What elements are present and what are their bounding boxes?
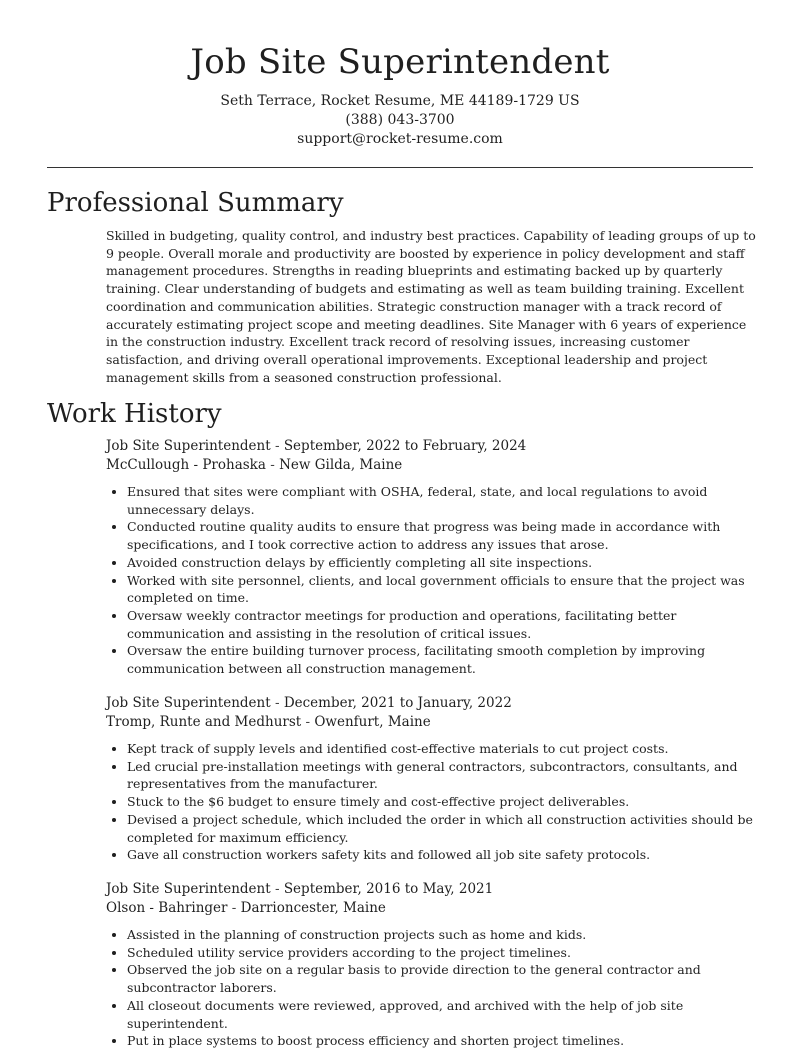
job-bullet: • Put in place systems to boost process efficiency and shorten project timelines. [127,1032,756,1050]
job-bullet: • Oversaw weekly contractor meetings for production and operations, facilitating better communication and assisting in the resolution of critical issues. [127,607,756,642]
job-entry [106,694,756,864]
job-bullet: • Devised a project schedule, which included the order in which all construction activities should be completed for maximum efficiency. [127,811,756,846]
job-role: Job Site Superintendent [106,881,271,897]
job-title-line [106,437,756,456]
job-company: Tromp, Runte and Medhurst [106,714,302,730]
separator: - [265,457,280,473]
job-bullet: • Worked with site personnel, clients, and local government officials to ensure that the project was completed on time. [127,572,756,607]
job-company-line [106,899,756,918]
job-bullet: • Kept track of supply levels and identified cost-effective materials to cut project costs. [127,740,756,758]
work-history-heading: Work History [47,399,222,429]
job-title-line [106,694,756,713]
job-company: McCullough - Prohaska [106,457,266,473]
job-bullet: • Led crucial pre-installation meetings with general contractors, subcontractors, consultants, and representatives from the manufacturer. [127,758,756,793]
job-role: Job Site Superintendent [106,695,271,711]
job-dates: December, 2021 to January, 2022 [283,695,512,711]
job-bullet: • Oversaw the entire building turnover process, facilitating smooth completion by improving communication between all construction management. [127,642,756,677]
job-role: Job Site Superintendent [106,438,271,454]
job-bullet: • Scheduled utility service providers according to the project timelines. [127,944,756,962]
email: support@rocket-resume.com [297,131,503,147]
job-bullet: • All closeout documents were reviewed, approved, and archived with the help of job site superintendent. [127,997,756,1032]
job-bullets [106,926,756,1050]
separator: - [301,714,315,730]
summary-text: Skilled in budgeting, quality control, and industry best practices. Capability of leading groups of up to 9 people. Overall morale and productivity are boosted by experience in policy development and staff management procedures. Strengths in reading blueprints and estimating backed up by quarterly training. Clear understanding of budgets and estimating as well as team building training. Excellent coordination and communication abilities. Strategic construction manager with a track record of accurately estimating project scope and meeting deadlines. Site Manager with 6 years of experience in the construction industry. Excellent track record of resolving issues, increasing customer satisfaction, and driving overall operational improvements. Exceptional leadership and project management skills from a seasoned construction professional. [106,228,756,385]
phone: (388) 043-3700 [345,112,455,128]
separator: - [227,900,241,916]
separator: - [270,438,284,454]
job-dates: September, 2016 to May, 2021 [283,881,494,897]
header-divider [47,167,753,168]
job-title-line [106,880,756,899]
job-bullet: • Ensured that sites were compliant with OSHA, federal, state, and local regulations to avoid unnecessary delays. [127,483,756,518]
job-bullet: • Assisted in the planning of construction projects such as home and kids. [127,926,756,944]
job-bullet: • Observed the job site on a regular basis to provide direction to the general contractor and subcontractor laborers. [127,961,756,996]
job-dates: September, 2022 to February, 2024 [283,438,527,454]
job-entry [106,880,756,1050]
job-bullet: • Stuck to the $6 budget to ensure timely and cost-effective project deliverables. [127,793,756,811]
job-entry [106,437,756,678]
summary-heading: Professional Summary [47,188,344,218]
job-location: Darrioncester, Maine [240,900,386,916]
address: Seth Terrace, Rocket Resume, ME 44189-1729 US [220,93,580,109]
job-bullet: • Gave all construction workers safety kits and followed all job site safety protocols. [127,846,756,864]
candidate-name: Job Site Superintendent [190,42,610,82]
job-bullet: • Avoided construction delays by efficiently completing all site inspections. [127,554,756,572]
separator: - [270,881,284,897]
job-bullets [106,740,756,864]
separator: - [270,695,284,711]
job-location: New Gilda, Maine [279,457,403,473]
job-bullets [106,483,756,678]
job-company: Olson - Bahringer [106,900,228,916]
contact-block [0,92,800,149]
resume-header [0,0,800,149]
job-bullet: • Conducted routine quality audits to ensure that progress was being made in accordance with specifications, and I took corrective action to address any issues that arose. [127,518,756,553]
job-company-line [106,713,756,732]
job-location: Owenfurt, Maine [314,714,431,730]
job-company-line [106,456,756,475]
